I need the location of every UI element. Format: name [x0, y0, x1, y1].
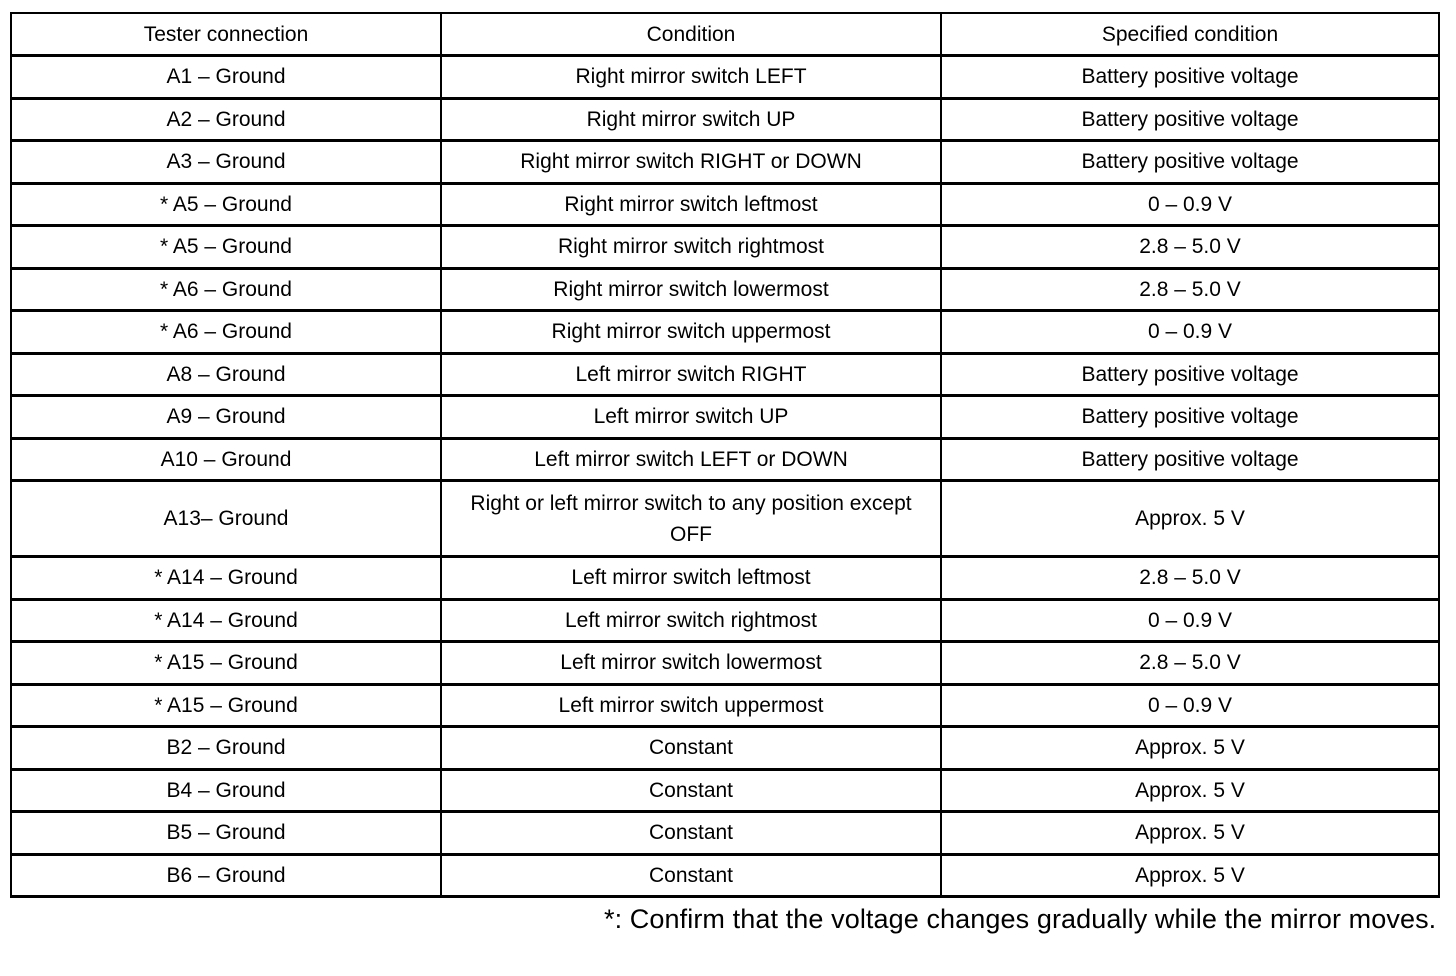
specified-condition-cell: Approx. 5 V: [941, 481, 1439, 557]
tester-connection-cell: B4 – Ground: [11, 769, 441, 812]
condition-cell: Right mirror switch rightmost: [441, 226, 941, 269]
table-row: [11, 684, 1439, 727]
header-tester-connection: Tester connection: [11, 13, 441, 56]
tester-connection-cell: * A15 – Ground: [11, 642, 441, 685]
specified-condition-cell: 2.8 – 5.0 V: [941, 226, 1439, 269]
specified-condition-cell: 0 – 0.9 V: [941, 183, 1439, 226]
tester-connection-cell: * A14 – Ground: [11, 599, 441, 642]
table-row: [11, 727, 1439, 770]
tester-connection-cell: B6 – Ground: [11, 854, 441, 897]
table-row: [11, 268, 1439, 311]
specified-condition-cell: Battery positive voltage: [941, 141, 1439, 184]
tester-connection-cell: A13– Ground: [11, 481, 441, 557]
condition-cell: Left mirror switch LEFT or DOWN: [441, 438, 941, 481]
condition-cell: Right mirror switch LEFT: [441, 56, 941, 99]
specified-condition-cell: 2.8 – 5.0 V: [941, 557, 1439, 600]
specified-condition-cell: Battery positive voltage: [941, 98, 1439, 141]
header-row: [11, 13, 1439, 56]
table-row: [11, 812, 1439, 855]
condition-cell: Left mirror switch RIGHT: [441, 353, 941, 396]
condition-cell: Left mirror switch rightmost: [441, 599, 941, 642]
specified-condition-cell: Battery positive voltage: [941, 438, 1439, 481]
condition-cell: Right mirror switch UP: [441, 98, 941, 141]
condition-cell: Right mirror switch lowermost: [441, 268, 941, 311]
specified-condition-cell: 2.8 – 5.0 V: [941, 268, 1439, 311]
tester-connection-cell: A10 – Ground: [11, 438, 441, 481]
tester-connection-cell: * A5 – Ground: [11, 226, 441, 269]
tester-connection-cell: * A15 – Ground: [11, 684, 441, 727]
condition-cell: Left mirror switch UP: [441, 396, 941, 439]
specified-condition-cell: Approx. 5 V: [941, 812, 1439, 855]
tester-connection-cell: A2 – Ground: [11, 98, 441, 141]
specified-condition-cell: Approx. 5 V: [941, 727, 1439, 770]
condition-cell: Right mirror switch leftmost: [441, 183, 941, 226]
condition-cell: Right mirror switch uppermost: [441, 311, 941, 354]
specified-condition-cell: 0 – 0.9 V: [941, 311, 1439, 354]
tester-connection-cell: B2 – Ground: [11, 727, 441, 770]
footnote: *: Confirm that the voltage changes gradually while the mirror moves.: [604, 904, 1437, 934]
table-row: [11, 141, 1439, 184]
table-row: [11, 769, 1439, 812]
condition-cell: Constant: [441, 812, 941, 855]
condition-cell: Constant: [441, 769, 941, 812]
table-row: [11, 557, 1439, 600]
table-row: [11, 226, 1439, 269]
specified-condition-cell: 0 – 0.9 V: [941, 599, 1439, 642]
table-row: [11, 854, 1439, 897]
table-row: [11, 183, 1439, 226]
table-row: [11, 311, 1439, 354]
specified-condition-cell: Battery positive voltage: [941, 56, 1439, 99]
condition-cell: Left mirror switch leftmost: [441, 557, 941, 600]
condition-cell: Constant: [441, 854, 941, 897]
table-row: [11, 642, 1439, 685]
tester-connection-cell: A1 – Ground: [11, 56, 441, 99]
specified-condition-cell: Battery positive voltage: [941, 396, 1439, 439]
table-row: [11, 56, 1439, 99]
table-row: [11, 98, 1439, 141]
table-row: [11, 396, 1439, 439]
table-row: [11, 438, 1439, 481]
table-row: [11, 599, 1439, 642]
condition-cell: Left mirror switch lowermost: [441, 642, 941, 685]
condition-cell: Right mirror switch RIGHT or DOWN: [441, 141, 941, 184]
table-body: [11, 56, 1439, 897]
table-row: [11, 353, 1439, 396]
tester-connection-cell: * A6 – Ground: [11, 311, 441, 354]
tester-connection-cell: * A14 – Ground: [11, 557, 441, 600]
spec-table: [10, 12, 1440, 898]
header-specified-condition: Specified condition: [941, 13, 1439, 56]
specified-condition-cell: Battery positive voltage: [941, 353, 1439, 396]
specified-condition-cell: 2.8 – 5.0 V: [941, 642, 1439, 685]
tester-connection-cell: A3 – Ground: [11, 141, 441, 184]
specified-condition-cell: 0 – 0.9 V: [941, 684, 1439, 727]
table-row: [11, 481, 1439, 557]
header-condition: Condition: [441, 13, 941, 56]
specified-condition-cell: Approx. 5 V: [941, 854, 1439, 897]
condition-cell: Right or left mirror switch to any position except OFF: [441, 481, 941, 557]
condition-cell: Left mirror switch uppermost: [441, 684, 941, 727]
condition-cell: Constant: [441, 727, 941, 770]
tester-connection-cell: B5 – Ground: [11, 812, 441, 855]
tester-connection-cell: A8 – Ground: [11, 353, 441, 396]
specified-condition-cell: Approx. 5 V: [941, 769, 1439, 812]
tester-connection-cell: * A6 – Ground: [11, 268, 441, 311]
tester-connection-cell: A9 – Ground: [11, 396, 441, 439]
tester-connection-cell: * A5 – Ground: [11, 183, 441, 226]
